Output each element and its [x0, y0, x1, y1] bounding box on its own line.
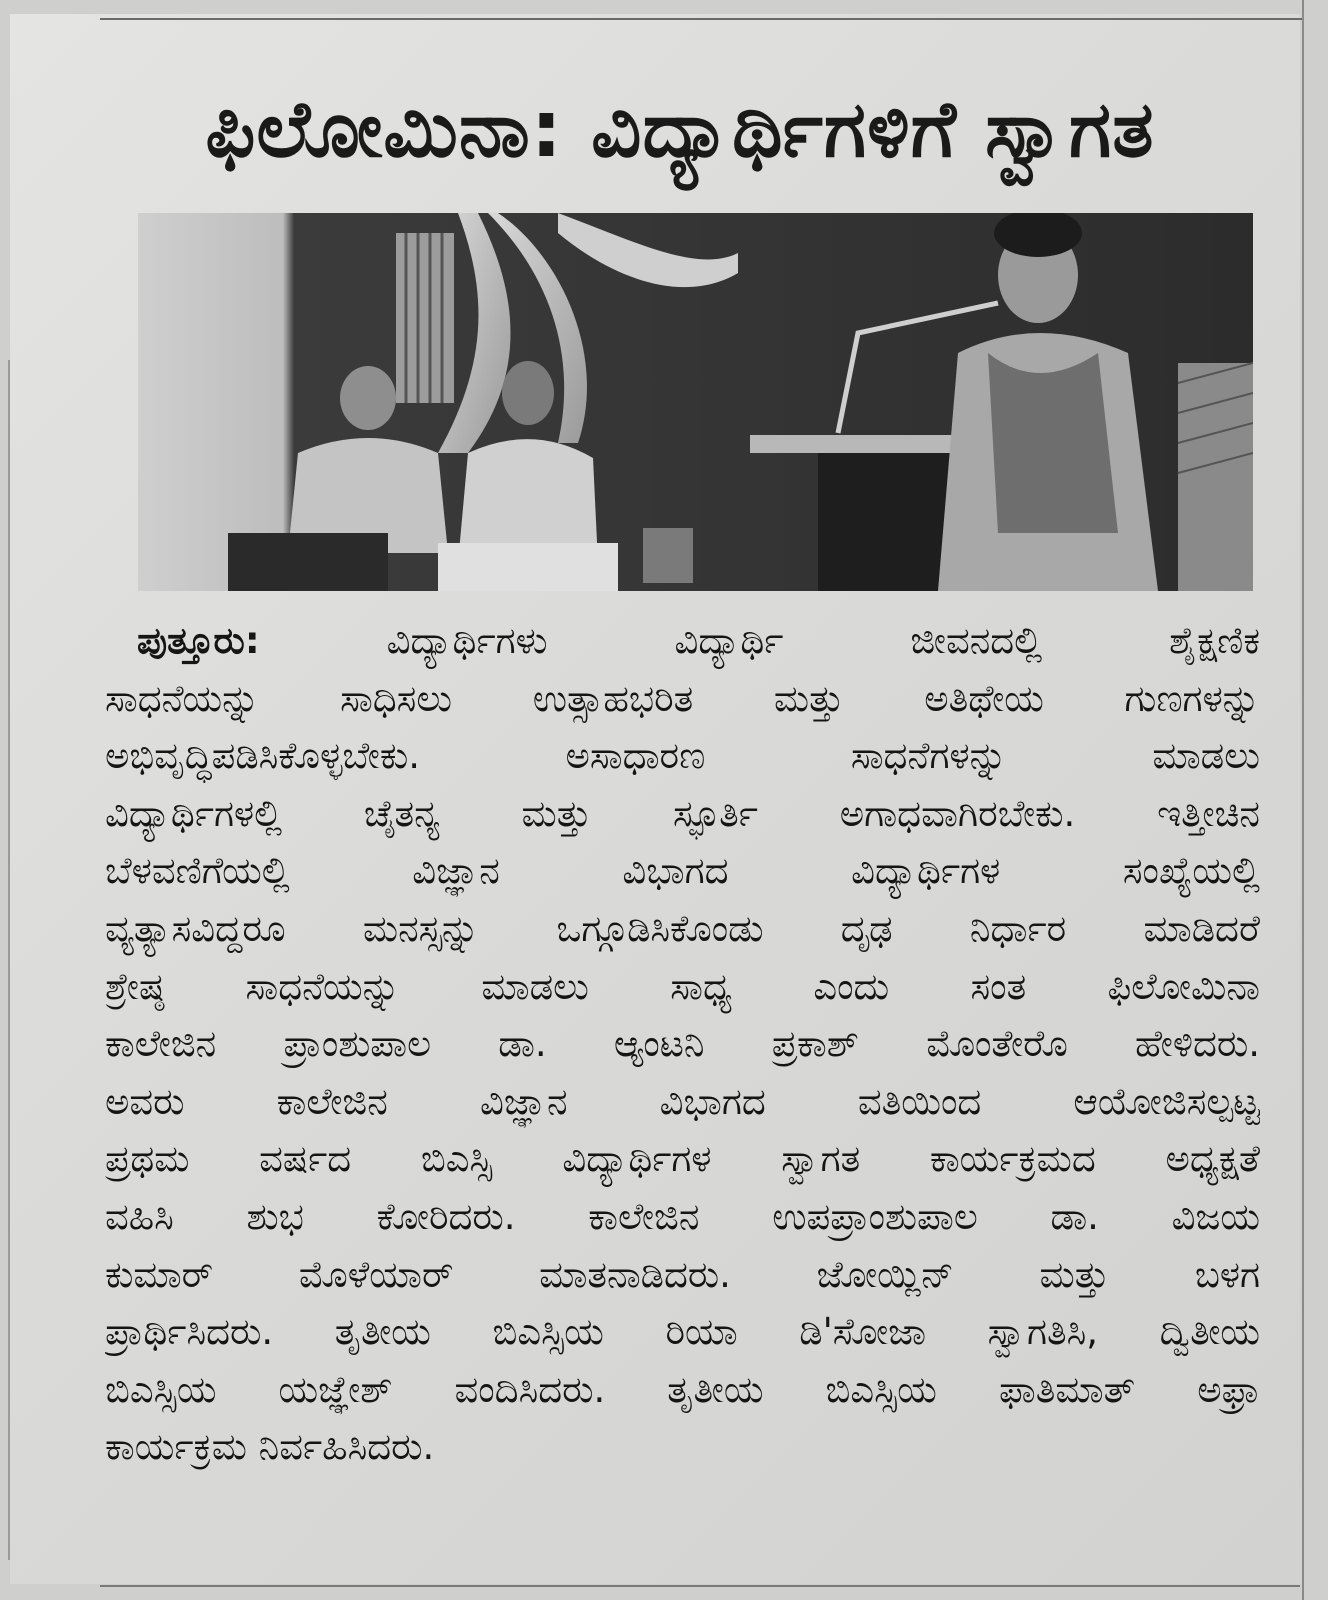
- right-column-rule: [1302, 0, 1304, 1600]
- article-line: ವ್ಯತ್ಯಾಸವಿದ್ದರೂ ಮನಸ್ಸನ್ನು ಒಗ್ಗೂಡಿಸಿಕೊಂಡು ದೃಢ ನಿರ್ಧಾರ ಮಾಡಿದರೆ: [105, 906, 1260, 950]
- article-line: ಸಾಧನೆಯನ್ನು ಸಾಧಿಸಲು ಉತ್ಸಾಹಭರಿತ ಮತ್ತು ಅತಿಥೇಯ ಗುಣಗಳನ್ನು: [105, 676, 1260, 720]
- article-line: ಶ್ರೇಷ್ಠ ಸಾಧನೆಯನ್ನು ಮಾಡಲು ಸಾಧ್ಯ ಎಂದು ಸಂತ ಫಿಲೋಮಿನಾ: [105, 964, 1260, 1008]
- article-body: [105, 612, 1260, 1522]
- article-line: ಕಾರ್ಯಕ್ರಮ ನಿರ್ವಹಿಸಿದರು.: [105, 1425, 435, 1469]
- headline: ಫಿಲೋಮಿನಾ: ವಿದ್ಯಾರ್ಥಿಗಳಿಗೆ ಸ್ವಾಗತ: [205, 85, 1155, 175]
- photo-icon: [138, 213, 1253, 591]
- article-line: ಬಿಎಸ್ಸಿಯ ಯಜ್ಞೇಶ್ ವಂದಿಸಿದರು. ತೃತೀಯ ಬಿಎಸ್ಸಿಯ ಫಾತಿಮಾತ್ ಅಫ್ರಾ: [105, 1367, 1260, 1411]
- article-line: ಬೆಳವಣಿಗೆಯಲ್ಲಿ ವಿಜ್ಞಾನ ವಿಭಾಗದ ವಿದ್ಯಾರ್ಥಿಗಳ ಸಂಖ್ಯೆಯಲ್ಲಿ: [105, 849, 1260, 893]
- article-line: ಅಭಿವೃದ್ಧಿಪಡಿಸಿಕೊಳ್ಳಬೇಕು. ಅಸಾಧಾರಣ ಸಾಧನೆಗಳನ್ನು ಮಾಡಲು: [105, 734, 1260, 778]
- article-line: ವಹಿಸಿ ಶುಭ ಕೋರಿದರು. ಕಾಲೇಜಿನ ಉಪಪ್ರಾಂಶುಪಾಲ ಡಾ. ವಿಜಯ: [105, 1194, 1260, 1238]
- article-line: ಕಾಲೇಜಿನ ಪ್ರಾಂಶುಪಾಲ ಡಾ. ಆ್ಯಂಟನಿ ಪ್ರಕಾಶ್ ಮೊಂತೇರೊ ಹೇಳಿದರು.: [105, 1022, 1260, 1066]
- article-line: ಅವರು ಕಾಲೇಜಿನ ವಿಜ್ಞಾನ ವಿಭಾಗದ ವತಿಯಿಂದ ಆಯೋಜಿಸಲ್ಪಟ್ಟ: [105, 1079, 1260, 1123]
- article-line: ಪುತ್ತೂರು: ವಿದ್ಯಾರ್ಥಿಗಳು ವಿದ್ಯಾರ್ಥಿ ಜೀವನದಲ್ಲಿ ಶೈಕ್ಷಣಿಕ: [137, 619, 1260, 662]
- bottom-rule: [100, 1585, 1300, 1587]
- article-line: ವಿದ್ಯಾರ್ಥಿಗಳಲ್ಲಿ ಚೈತನ್ಯ ಮತ್ತು ಸ್ಫೂರ್ತಿ ಅಗಾಧವಾಗಿರಬೇಕು. ಇತ್ತೀಚಿನ: [105, 791, 1260, 835]
- top-rule: [100, 18, 1304, 20]
- news-photo: [138, 213, 1253, 591]
- article-line: ಪ್ರಾರ್ಥಿಸಿದರು. ತೃತೀಯ ಬಿಎಸ್ಸಿಯ ರಿಯಾ ಡಿ'ಸೋಜಾ ಸ್ವಾಗತಿಸಿ, ದ್ವಿತೀಯ: [105, 1310, 1260, 1354]
- left-column-rule: [8, 360, 10, 1560]
- article-line: ಕುಮಾರ್ ಮೊಳೆಯಾರ್ ಮಾತನಾಡಿದರು. ಜೋಯ್ಲಿನ್ ಮತ್ತು ಬಳಗ: [105, 1252, 1260, 1296]
- dateline: ಪುತ್ತೂರು:: [137, 619, 260, 662]
- article-line: ಪ್ರಥಮ ವರ್ಷದ ಬಿಎಸ್ಸಿ ವಿದ್ಯಾರ್ಥಿಗಳ ಸ್ವಾಗತ ಕಾರ್ಯಕ್ರಮದ ಅಧ್ಯಕ್ಷತೆ: [105, 1137, 1260, 1181]
